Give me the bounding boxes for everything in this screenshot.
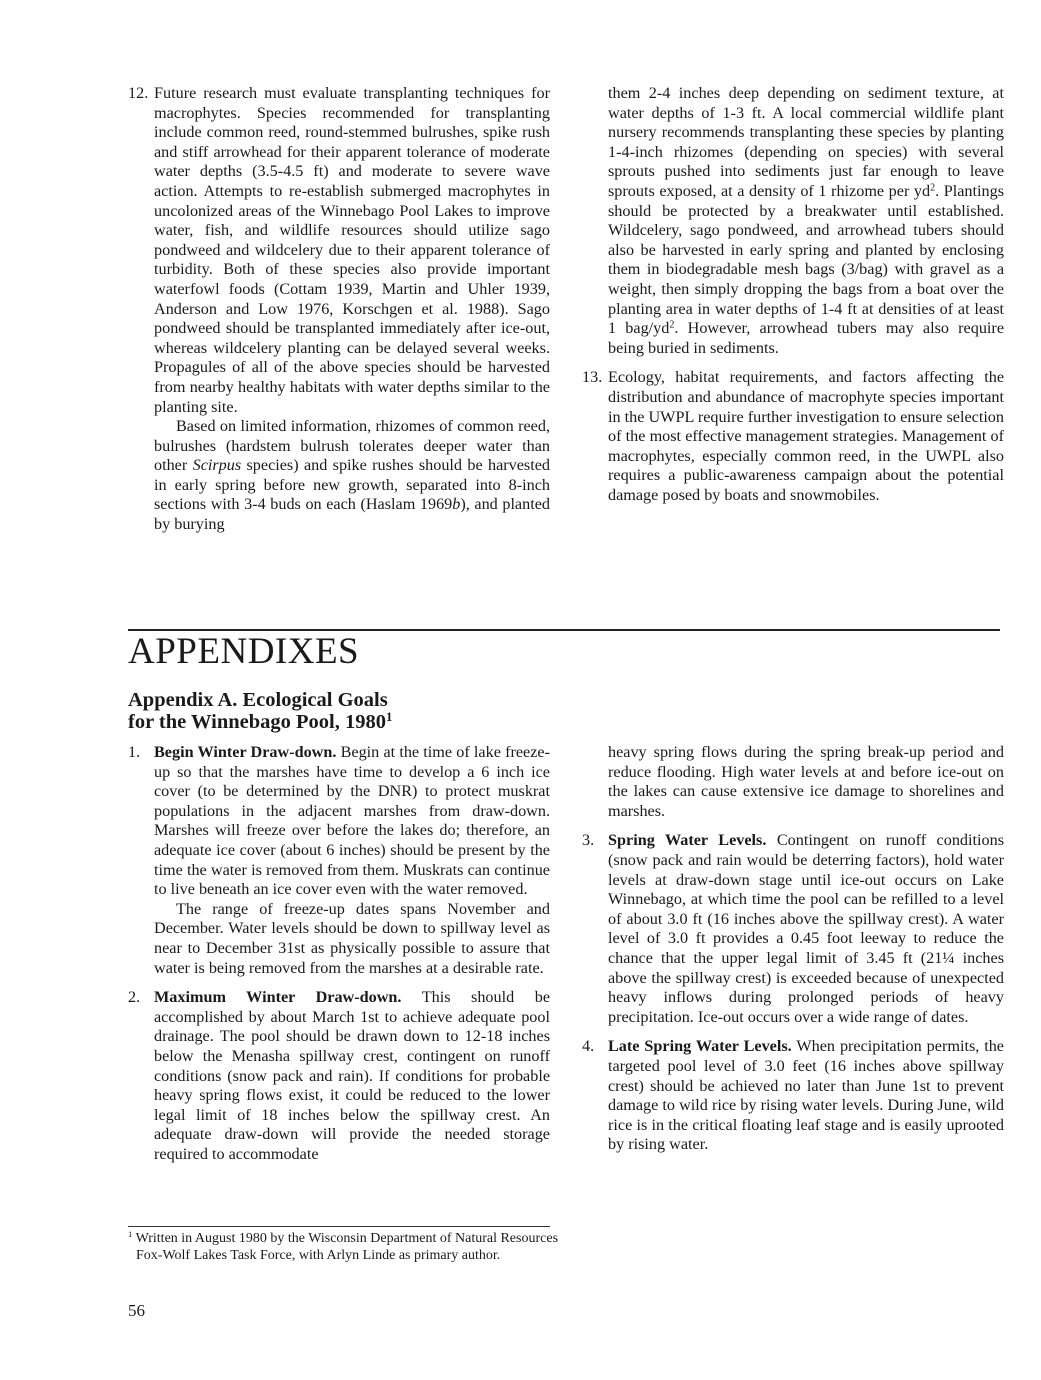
goal-item-4: [582, 1037, 1004, 1155]
goal-2-paragraph: Maximum Winter Draw-down. This should be accomplished by about March 1st to achieve adequate pool drainage. The pool should be drawn down to 12-18 inches below the Menasha spillway crest, contingent on runoff conditions (snow pack and rain). If conditions for probable heavy spring flows exist, it could be reduced to the lower legal limit of 18 inches below the spillway crest. An adequate draw-down will provide the needed storage required to accommodate: [154, 988, 551, 1163]
goal-item-1: [128, 743, 550, 978]
item-number: 2.: [128, 988, 141, 1007]
top-right-column: [582, 84, 1005, 505]
item-number: 1.: [128, 743, 141, 761]
item-12-continued-paragraph: them 2-4 inches deep depending on sediment texture, at water depths of 1-3 ft. A local commercial wildlife plant nursery recommends transplanting these species by planting 1-4-inch rhizomes (depending on species) with several sprouts pushed into sediments just far enough to leave sprouts exposed, at a density of 1 rhizome per $yd^2$. Plantings should be protected by a breakwater until established. Wildcelery, sago pondweed, and arrowhead tubers should also be harvested in early spring and planted by enclosing them in biodegradable mesh bags (3/bag) with gravel as a weight, then simply dropping the bags from a boat over the planting area in water depths of 1-4 ft at densities of at least 1 bag/$yd^2$. However, arrowhead tubers may also require being buried in sediments.: [608, 84, 1005, 357]
item-13-paragraph: Ecology, habitat requirements, and factors affecting the distribution and abundance of macrophyte species important in the UWPL require further investigation to ensure selection of the most effective management strategies. Management of macrophytes, especially common reed, in the UWPL also requires a public-awareness campaign about the potential damage posed by boats and snowmobiles.: [608, 368, 1004, 504]
page-number: 56: [128, 1301, 145, 1320]
item-12-paragraph-1: Future research must evaluate transplanting techniques for macrophytes. Species recommended for transplanting include common reed, round-stemmed bulrushes, spike rush and stiff arrowhead for their apparent tolerance of moderate water depths (3.5-4.5 ft) and moderate to severe wave action. Attempts to re-establish submerged macrophytes in uncolonized areas of the Winnebago Pool Lakes to improve water, fish, and wildlife resources should utilize sago pondweed and wildcelery due to their apparent tolerance of turbidity. Both of these species also provide important waterfowl foods (Cottam 1939, Martin and Uhler 1939, Anderson and Low 1976, Korschgen et al. 1988). Sago pondweed should be transplanted immediately after ice-out, whereas wildcelery planting can be delayed several weeks. Propagules of all of the above species should be harvested from nearby healthy habitats with water depths similar to the planting site.: [154, 84, 550, 416]
appendix-a-title: Appendix A. Ecological Goals for the Winnebago Pool, 1980$^1$: [128, 689, 393, 733]
goal-1-paragraph-1: Begin Winter Draw-down. Begin at the time of lake freeze-up so that the marshes have time to develop a 6 inch ice cover (to be determined by the DNR) to protect muskrat populations in the adjacent marshes from draw-down. Marshes will freeze over before the lakes do; therefore, an adequate ice cover (about 6 inches) should be present by the time the water is removed from them. Muskrats can continue to live beneath an ice cover even with the water removed.: [154, 743, 550, 899]
item-number: 4.: [582, 1037, 595, 1056]
list-item-12: [128, 84, 550, 535]
footnote: $^1$ Written in August 1980 by the Wisconsin Department of Natural Resources Fox-Wolf Lakes Task Force, with Arlyn Linde as primary author.: [128, 1229, 559, 1263]
list-item-13: [582, 368, 1004, 505]
footnote-divider: [128, 1226, 550, 1227]
goal-item-2: [128, 988, 550, 1164]
appendix-left-column: [128, 743, 550, 1164]
goal-2-continued-paragraph: heavy spring flows during the spring break-up period and reduce flooding. High water levels at and before ice-out on the lakes can cause extensive ice damage to shorelines and marshes.: [608, 743, 1004, 820]
goal-1-paragraph-2: The range of freeze-up dates spans November and December. Water levels should be down to spillway level as near to December 31st as physically possible to assure that water is being removed from the marshes at a desirable rate.: [154, 899, 550, 977]
item-12-paragraph-2: Based on limited information, rhizomes of common reed, bulrushes (hardstem bulrush tolerates deeper water than other Scirpus species) and spike rushes should be harvested in early spring before new growth, separated into 8-inch sections with 3-4 buds on each (Haslam 1969b), and planted by burying: [154, 417, 550, 534]
section-heading: APPENDIXES: [128, 631, 360, 672]
goal-item-3: [582, 831, 1004, 1027]
appendix-right-column: [582, 743, 1004, 1155]
item-number: 3.: [582, 831, 595, 850]
goal-4-paragraph: Late Spring Water Levels. When precipitation permits, the targeted pool level of 3.0 feet (16 inches above spillway crest) should be achieved no later than June 1st to prevent damage to wild rice by rising water levels. During June, wild rice is in the critical floating leaf stage and is easily uprooted by rising water.: [608, 1037, 1004, 1154]
item-number: 12.: [128, 84, 149, 102]
top-left-column: [128, 84, 550, 535]
item-number: 13.: [582, 368, 603, 387]
goal-3-paragraph: Spring Water Levels. Contingent on runoff conditions (snow pack and rain would be deterring factors), hold water levels at draw-down stage until ice-out occurs on Lake Winnebago, at which time the pool can be refilled to a level of about 3.0 ft (16 inches above the spillway crest). A water level of 3.0 ft provides a 0.45 foot leeway to reduce the chance that the upper legal limit of 3.45 ft (21¼ inches above the spillway crest) is exceeded because of unexpected heavy inflows during prolonged periods of heavy precipitation. Ice-out occurs over a wide range of dates.: [608, 831, 1004, 1026]
